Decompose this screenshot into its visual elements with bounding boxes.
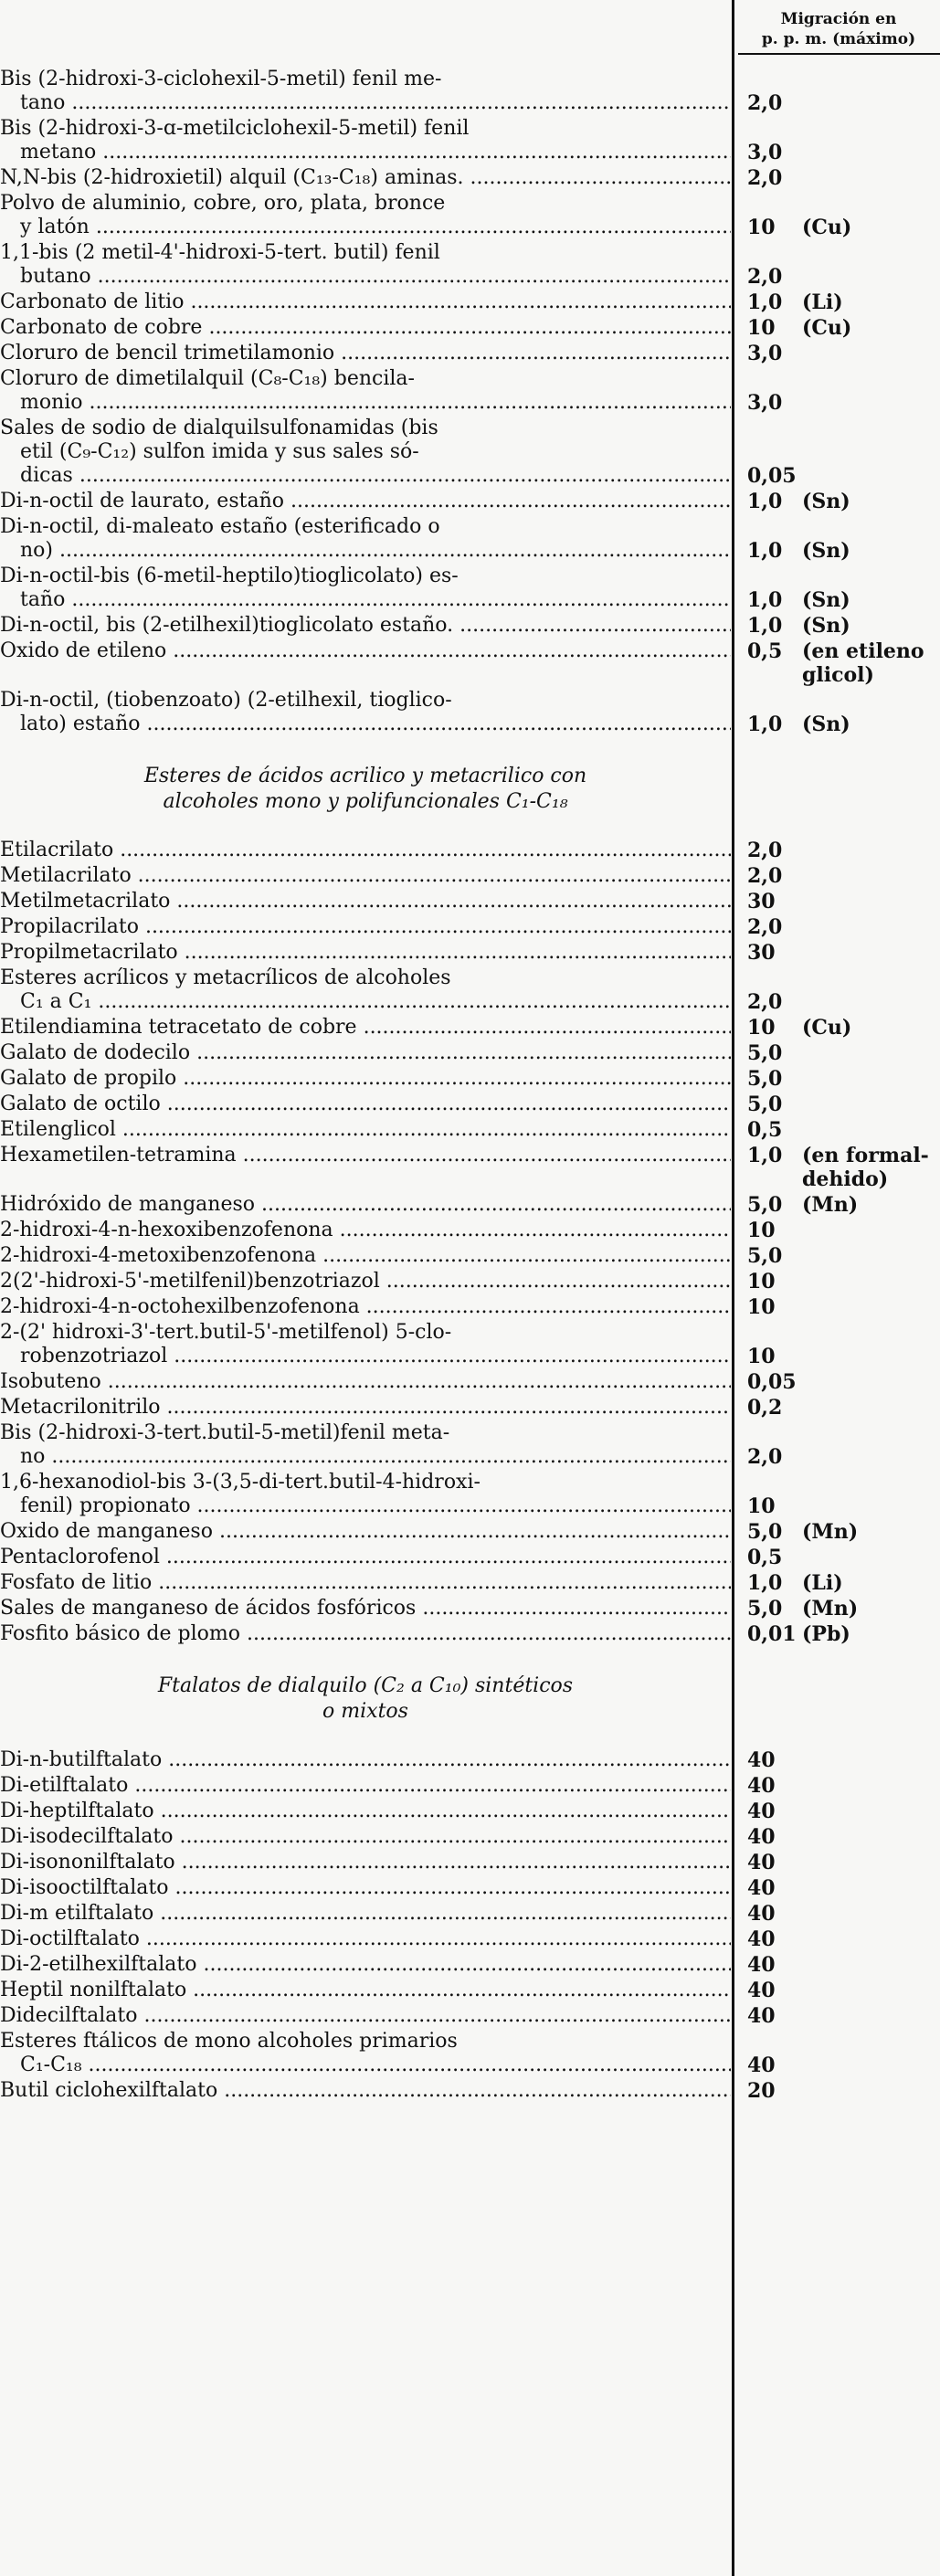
substance-name [0,342,731,365]
substance-name-line: Oxido de etileno ..... [0,639,731,663]
section-title-line: o mixtos [322,1700,408,1723]
substance-name-line: Metilacrilato ..... [0,864,731,888]
migration-value: 30 [747,941,776,965]
migration-value: 1,0 [747,290,783,314]
substance-name-line: lato) estaño ..... [0,713,731,736]
substance-name-line: Metacrilonitrilo ..... [0,1396,731,1420]
substance-name-line: Polvo de aluminio, cobre, oro, plata, bronce [0,192,446,215]
migration-value: 2,0 [747,915,783,939]
migration-note-line: (Sn) [802,490,850,513]
substance-name-line: Propilacrilato ..... [0,915,731,939]
substance-name-line: no) ..... [0,539,731,563]
column-divider [732,0,734,2576]
substance-name-line: Di-2-etilhexilftalato ..... [0,1953,731,1977]
substance-name [0,1396,731,1420]
substance-name [0,565,731,612]
migration-note-line: (Cu) [802,316,852,340]
substance-name [0,1067,731,1091]
substance-name [0,417,731,488]
substance-name [0,316,731,340]
migration-note [802,1597,939,1621]
section-title-line: alcoholes mono y polifuncionales C₁-C₁₈ [163,790,568,813]
migration-note [802,713,939,736]
substance-name [0,1041,731,1065]
migration-value: 10 [747,1345,776,1368]
substance-name-line: Galato de octilo ..... [0,1093,731,1116]
migration-value: 5,0 [747,1244,783,1268]
substance-name [0,1902,731,1926]
migration-note [802,1016,939,1040]
substance-name-line: Galato de dodecilo ..... [0,1041,731,1065]
migration-value: 3,0 [747,342,783,365]
substance-name-line: Fosfato de litio ..... [0,1571,731,1595]
migration-note [802,1144,939,1191]
section-title-line: Ftalatos de dialquilo (C₂ a C₁₀) sintéticos [157,1674,574,1697]
substance-name-line: taño ..... [0,588,731,612]
migration-value: 20 [747,2079,776,2103]
substance-name-line: Di-isooctilftalato ..... [0,1876,731,1900]
migration-note-line: (Sn) [802,614,850,638]
substance-name-line: monio ..... [0,391,731,415]
substance-name-line: 1,1-bis (2 metil-4'-hidroxi-5-tert. butil) fenil [0,241,440,264]
substance-name [0,290,731,314]
migration-note-line: (en formal- [802,1144,929,1167]
substance-name [0,1953,731,1977]
substance-name [0,1571,731,1595]
migration-note [802,1193,939,1217]
substance-name [0,966,731,1014]
migration-note [802,216,939,239]
substance-name-line: Carbonato de cobre ..... [0,316,731,340]
migration-note-line: glicol) [802,663,874,687]
migration-note-line: (Li) [802,290,843,314]
substance-name-line: Di-n-butilftalato ..... [0,1748,731,1772]
substance-name-line: butano ..... [0,265,731,289]
substance-name [0,1093,731,1116]
migration-value: 10 [747,316,776,340]
substance-name-line: Carbonato de litio ..... [0,290,731,314]
migration-value: 5,0 [747,1193,783,1217]
migration-value: 5,0 [747,1597,783,1621]
substance-name-line: Bis (2-hidroxi-3-tert.butil-5-metil)fenil meta- [0,1421,450,1444]
substance-name-line: Di-n-octil, bis (2-etilhexil)tioglicolato estaño. ..... [0,614,731,638]
substance-name [0,117,731,164]
migration-value: 40 [747,1953,776,1977]
migration-note [802,539,939,563]
migration-note-line: (Cu) [802,1016,852,1040]
substance-name-line: Esteres acrílicos y metacrílicos de alcoholes [0,966,451,989]
migration-note [802,490,939,513]
substance-name-line: Di-heptilftalato ..... [0,1800,731,1823]
migration-value: 0,01 [747,1622,797,1646]
migration-value: 40 [747,1851,776,1874]
substance-name-line: Bis (2-hidroxi-3-ɑ-metilciclohexil-5-metil) fenil [0,117,470,140]
substance-name-line: 2-hidroxi-4-metoxibenzofenona ..... [0,1244,731,1268]
migration-value: 1,0 [747,1571,783,1595]
substance-name-line: y latón ..... [0,216,731,239]
substance-name-line: Hexametilen-tetramina ..... [0,1144,731,1167]
substance-name-line: Isobuteno ..... [0,1370,731,1394]
migration-note-line: (Cu) [802,216,852,239]
migration-value: 40 [747,1902,776,1926]
migration-value: 40 [747,1825,776,1849]
substance-name-line: Di-isodecilftalato ..... [0,1825,731,1849]
section-title [0,1673,731,1725]
substance-name [0,68,731,115]
substance-name-line: Propilmetacrilato ..... [0,941,731,965]
section-title-line: Esteres de ácidos acrilico y metacrilico con [143,765,587,787]
migration-value: 3,0 [747,391,783,415]
migration-value: 0,05 [747,464,797,488]
substance-name-line: Di-etilftalato ..... [0,1774,731,1798]
migration-value: 0,5 [747,639,783,663]
substance-name [0,2004,731,2028]
substance-name [0,890,731,913]
migration-value: 1,0 [747,490,783,513]
migration-value: 1,0 [747,713,783,736]
substance-name-line: Didecilftalato ..... [0,2004,731,2028]
substance-name-line: Sales de sodio de dialquilsulfonamidas (bis [0,417,438,439]
substance-name-line: C₁-C₁₈ ..... [0,2053,731,2077]
migration-value: 2,0 [747,1445,783,1469]
substance-name [0,1016,731,1040]
migration-value: 40 [747,1876,776,1900]
substance-name [0,241,731,289]
migration-value: 1,0 [747,614,783,638]
substance-name [0,639,731,663]
substance-name-line: Etilacrilato ..... [0,839,731,862]
migration-note-line: dehido) [802,1167,889,1191]
substance-name-line: Di-isononilftalato ..... [0,1851,731,1874]
migration-value: 30 [747,890,776,913]
substance-name-line: Etilendiamina tetracetato de cobre ..... [0,1016,731,1040]
migration-value: 1,0 [747,588,783,612]
substance-name-line: robenzotriazol ..... [0,1345,731,1368]
column-header-line2: p. p. m. (máximo) [761,30,916,48]
substance-name [0,1370,731,1394]
substance-name [0,1851,731,1874]
substance-name-line: Oxido de manganeso ..... [0,1520,731,1544]
column-header [738,9,939,49]
substance-name [0,1144,731,1167]
substance-name-line: tano ..... [0,91,731,115]
substance-name [0,1520,731,1544]
substance-name [0,1927,731,1951]
substance-name-line: Fosfito básico de plomo ..... [0,1622,731,1646]
migration-value: 0,05 [747,1370,797,1394]
migration-value: 5,0 [747,1520,783,1544]
substance-name [0,1825,731,1849]
migration-note [802,1571,939,1595]
migration-value: 40 [747,2053,776,2077]
migration-value: 40 [747,1979,776,2002]
migration-note [802,639,939,687]
substance-name-line: 1,6-hexanodiol-bis 3-(3,5-di-tert.butil-4-hidroxi- [0,1471,481,1494]
migration-value: 40 [747,1800,776,1823]
substance-name-line: Galato de propilo ..... [0,1067,731,1091]
migration-value: 10 [747,1219,776,1242]
substance-name [0,689,731,736]
migration-value: 40 [747,2004,776,2028]
substance-name [0,490,731,513]
migration-value: 2,0 [747,864,783,888]
migration-note-line: (en etileno [802,639,924,663]
substance-name-line: dicas ..... [0,464,731,488]
header-rule [738,53,940,55]
substance-name-line: Bis (2-hidroxi-3-ciclohexil-5-metil) fenil me- [0,68,442,90]
migration-value: 2,0 [747,839,783,862]
substance-name-line: 2-hidroxi-4-n-octohexilbenzofenona ..... [0,1295,731,1319]
substance-name [0,1244,731,1268]
substance-name-line: Heptil nonilftalato ..... [0,1979,731,2002]
migration-value: 10 [747,1295,776,1319]
migration-value: 0,5 [747,1546,783,1569]
substance-name [0,166,731,190]
substance-name-line: 2-hidroxi-4-n-hexoxibenzofenona ..... [0,1219,731,1242]
substance-name-line: Sales de manganeso de ácidos fosfóricos ..... [0,1597,731,1621]
substance-name [0,1421,731,1469]
migration-note [802,588,939,612]
substance-name-line: Di-n-octil, (tiobenzoato) (2-etilhexil, tioglico- [0,689,452,712]
migration-value: 0,2 [747,1396,783,1420]
substance-name [0,1800,731,1823]
substance-name-line: Di-m etilftalato ..... [0,1902,731,1926]
substance-name [0,1979,731,2002]
substance-name [0,1774,731,1798]
migration-note [802,316,939,340]
substance-name-line: C₁ a C₁ ..... [0,990,731,1014]
migration-note-line: (Mn) [802,1520,859,1544]
substance-name [0,915,731,939]
substance-name [0,1597,731,1621]
substance-name [0,1876,731,1900]
migration-value: 5,0 [747,1093,783,1116]
substance-name [0,1748,731,1772]
substance-name [0,367,731,415]
substance-name [0,1295,731,1319]
migration-value: 40 [747,1774,776,1798]
substance-name [0,1471,731,1518]
migration-value: 40 [747,1748,776,1772]
migration-note-line: (Mn) [802,1193,859,1217]
substance-name-line: Metilmetacrilato ..... [0,890,731,913]
migration-value: 10 [747,1494,776,1518]
substance-name [0,1270,731,1293]
substance-name [0,1546,731,1569]
substance-name [0,2030,731,2077]
substance-name-line: Pentaclorofenol ..... [0,1546,731,1569]
substance-name-line: Butil ciclohexilftalato ..... [0,2079,731,2103]
substance-name-line: Cloruro de dimetilalquil (C₈-C₁₈) bencila- [0,367,415,390]
migration-value: 5,0 [747,1067,783,1091]
substance-name-line: N,N-bis (2-hidroxietil) alquil (C₁₃-C₁₈) aminas. ..... [0,166,731,190]
substance-name-line: Di-octilftalato ..... [0,1927,731,1951]
migration-value: 10 [747,1270,776,1293]
migration-value: 2,0 [747,990,783,1014]
substance-name-line: Esteres ftálicos de mono alcoholes primarios [0,2030,458,2053]
substance-name-line: no ..... [0,1445,731,1469]
substance-name [0,2079,731,2103]
substance-name-line: Di-n-octil-bis (6-metil-heptilo)tioglicolato) es- [0,565,459,587]
substance-name [0,1321,731,1368]
migration-note [802,614,939,638]
migration-value: 2,0 [747,91,783,115]
substance-name-line: Di-n-octil de laurato, estaño ..... [0,490,731,513]
migration-note-line: (Sn) [802,713,850,736]
substance-name-line: Di-n-octil, di-maleato estaño (esterificado o [0,515,440,538]
migration-value: 1,0 [747,1144,783,1167]
migration-note [802,290,939,314]
substance-name-line: 2-(2' hidroxi-3'-tert.butil-5'-metilfenol) 5-clo- [0,1321,452,1344]
substance-name-line: 2(2'-hidroxi-5'-metilfenil)benzotriazol ..... [0,1270,731,1293]
migration-note-line: (Mn) [802,1597,859,1621]
migration-note-line: (Li) [802,1571,843,1595]
substance-name [0,515,731,563]
migration-value: 10 [747,1016,776,1040]
substance-name-line: metano ..... [0,141,731,164]
column-header-line1: Migración en [780,10,897,28]
substance-name [0,614,731,638]
substance-name [0,1193,731,1217]
substance-name-line: Hidróxido de manganeso ..... [0,1193,731,1217]
substance-name [0,864,731,888]
substance-name-line: fenil) propionato ..... [0,1494,731,1518]
migration-note-line: (Pb) [802,1622,850,1646]
substance-name [0,1622,731,1646]
migration-value: 0,5 [747,1118,783,1142]
migration-note [802,1520,939,1544]
section-title [0,764,731,815]
substance-name [0,192,731,239]
migration-value: 5,0 [747,1041,783,1065]
migration-value: 40 [747,1927,776,1951]
migration-value: 10 [747,216,776,239]
migration-value: 2,0 [747,166,783,190]
substance-name [0,839,731,862]
migration-value: 1,0 [747,539,783,563]
substance-name [0,941,731,965]
migration-note-line: (Sn) [802,539,850,563]
migration-note [802,1622,939,1646]
substance-name [0,1219,731,1242]
substance-name-line: etil (C₉-C₁₂) sulfon imida y sus sales só- [20,440,419,463]
migration-value: 3,0 [747,141,783,164]
substance-name [0,1118,731,1142]
migration-value: 2,0 [747,265,783,289]
substance-name-line: Etilenglicol ..... [0,1118,731,1142]
substance-name-line: Cloruro de bencil trimetilamonio ..... [0,342,731,365]
migration-note-line: (Sn) [802,588,850,612]
